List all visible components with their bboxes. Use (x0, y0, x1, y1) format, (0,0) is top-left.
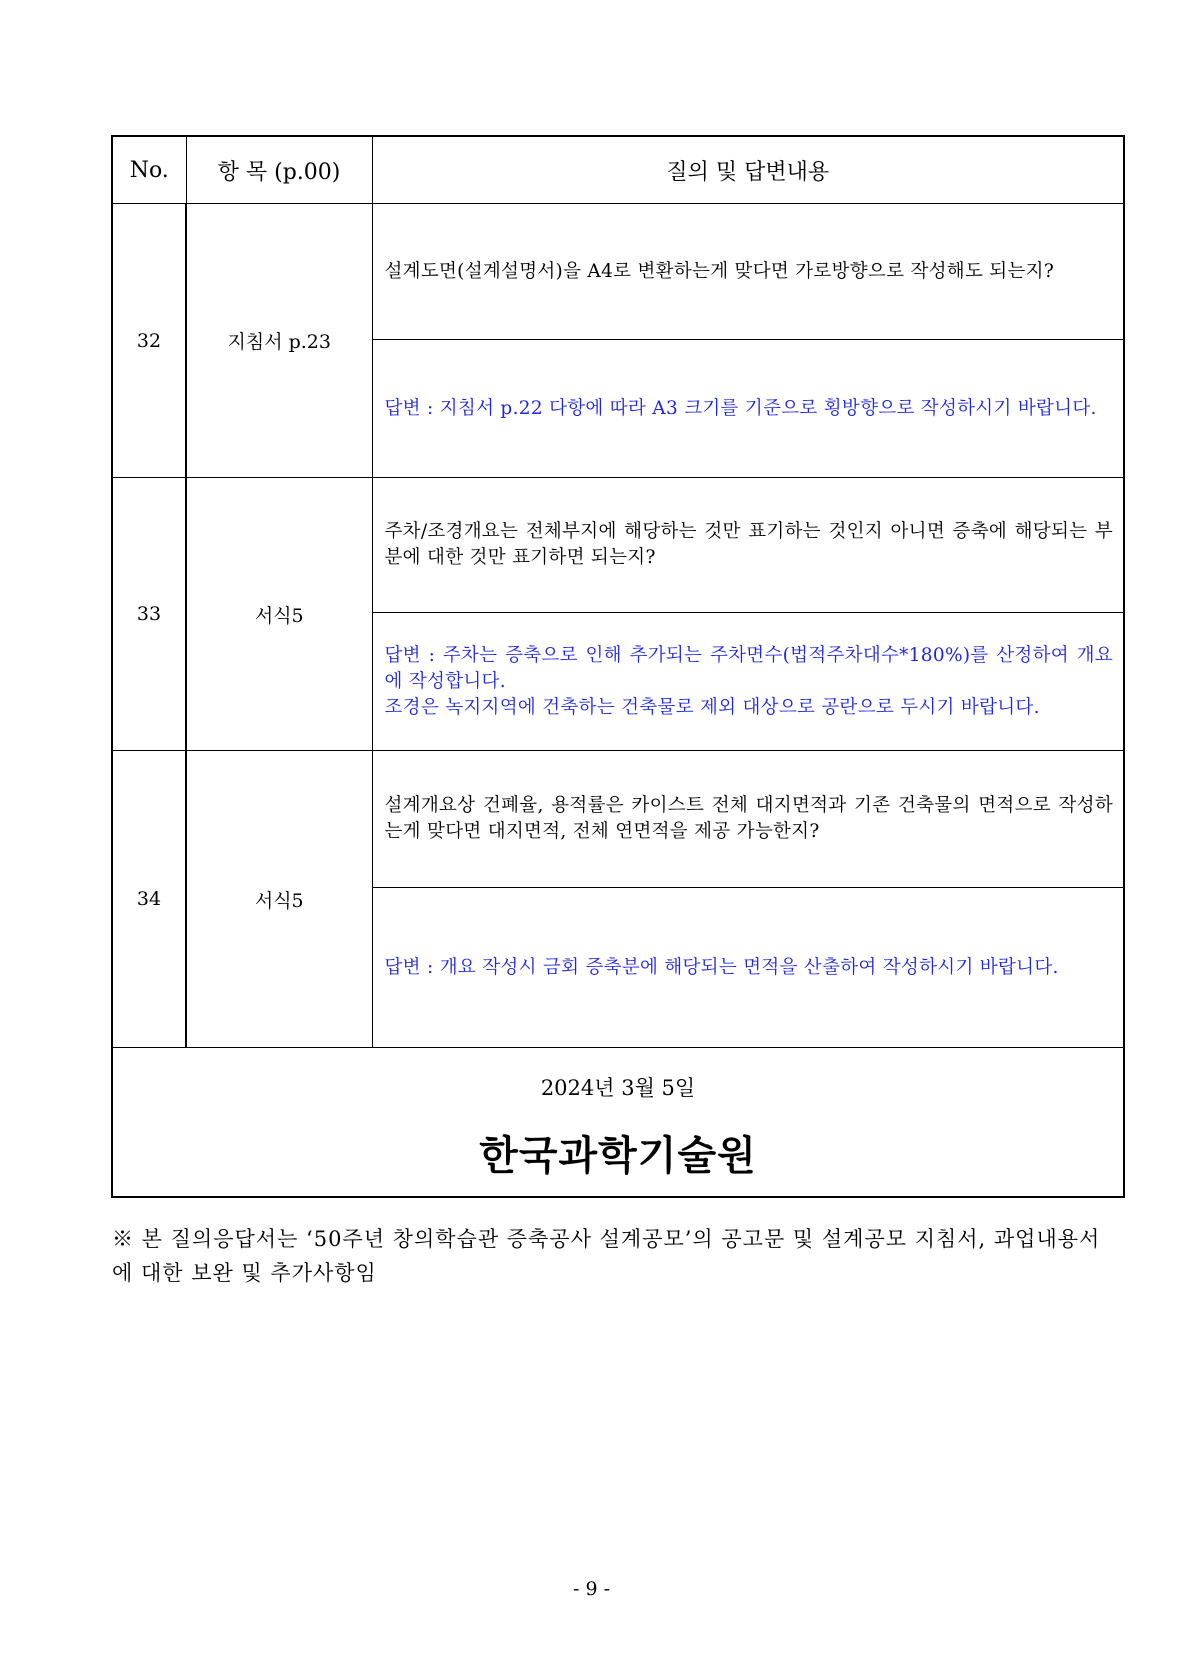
page-number: - 9 - (572, 1578, 610, 1600)
row-number: 32 (112, 204, 186, 478)
row-item: 지침서 p.23 (186, 204, 372, 478)
header-qa: 질의 및 답변내용 (372, 136, 1124, 204)
table-header-row (112, 136, 1124, 204)
organization-name: 한국과학기술원 (479, 1132, 757, 1179)
table-footer-row (112, 1048, 1124, 1198)
answer-text: 답변 : 개요 작성시 금회 증축분에 해당되는 면적을 산출하여 작성하시기 바랍니다. (384, 956, 1059, 978)
issue-date: 2024년 3월 5일 (540, 1075, 696, 1100)
question-cell (372, 751, 1124, 888)
answer-text: 답변 : 주차는 증축으로 인해 추가되는 주차면수(법적주차대수*180%)를 산정하여 개요에 작성합니다. (384, 644, 1113, 692)
question-text: 주차/조경개요는 전체부지에 해당하는 것만 표기하는 것인지 아니면 증축에 해당되는 부분에 대한 것만 표기하면 되는지? (384, 521, 1113, 568)
answer-text: 답변 : 지침서 p.22 다항에 따라 A3 크기를 기준으로 횡방향으로 작성하시기 바랍니다. (384, 397, 1097, 419)
qa-table (111, 135, 1125, 1198)
answer-cell (372, 888, 1124, 1048)
header-no: No. (112, 136, 186, 204)
table-row (112, 751, 1124, 888)
header-item: 항 목 (p.00) (186, 136, 372, 204)
footer-cell (112, 1048, 1124, 1198)
row-number: 34 (112, 751, 186, 1048)
question-text: 설계개요상 건폐율, 용적률은 카이스트 전체 대지면적과 기존 건축물의 면적으로 작성하는게 맞다면 대지면적, 전체 연면적을 제공 가능한지? (384, 795, 1113, 842)
question-cell (372, 204, 1124, 340)
answer-cell (372, 613, 1124, 751)
question-cell (372, 478, 1124, 613)
footnote: ※ 본 질의응답서는 ‘50주년 창의학습관 증축공사 설계공모’의 공고문 및 설계공모 지침서, 과업내용서에 대한 보완 및 추가사항임 (112, 1227, 1101, 1285)
row-item: 서식5 (186, 751, 372, 1048)
row-item: 서식5 (186, 478, 372, 751)
row-number: 33 (112, 478, 186, 751)
answer-text: 조경은 녹지지역에 건축하는 건축물로 제외 대상으로 공란으로 두시기 바랍니다. (384, 696, 1040, 718)
question-text: 설계도면(설계설명서)을 A4로 변환하는게 맞다면 가로방향으로 작성해도 되는지? (384, 260, 1055, 282)
table-row (112, 204, 1124, 340)
table-row (112, 478, 1124, 613)
answer-cell (372, 340, 1124, 478)
